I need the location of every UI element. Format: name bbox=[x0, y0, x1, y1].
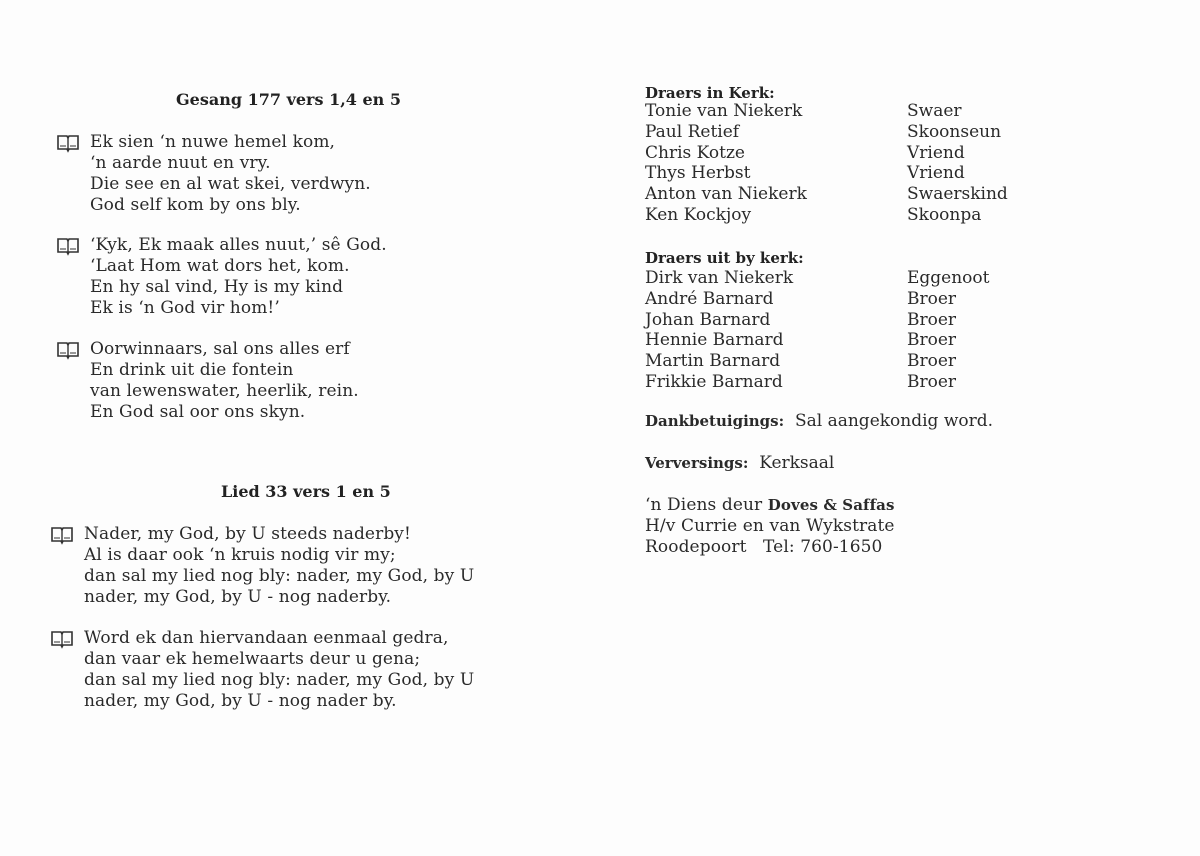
hymn-line: ‘Kyk, Ek maak alles nuut,’ sê God. bbox=[90, 235, 387, 255]
open-book-icon bbox=[56, 236, 80, 256]
thanks-label: Dankbetuigings: bbox=[645, 412, 785, 430]
bearer-relation: Swaer bbox=[907, 101, 962, 121]
bearer-row bbox=[645, 101, 1045, 122]
open-book-icon bbox=[56, 133, 80, 153]
hymn2-title: Lied 33 vers 1 en 5 bbox=[221, 482, 391, 501]
bearer-relation: Skoonseun bbox=[907, 121, 1002, 142]
undertaker-company: Doves & Saffas bbox=[767, 496, 895, 514]
bearer-name: Tonie van Niekerk bbox=[645, 101, 803, 121]
hymn-line: Word ek dan hiervandaan eenmaal gedra, bbox=[84, 628, 449, 648]
undertaker-prefix: ‘n Diens deur bbox=[645, 495, 763, 515]
bearer-name: Frikkie Barnard bbox=[645, 371, 783, 392]
bearer-row bbox=[645, 310, 1045, 331]
hymn-line: ‘n aarde nuut en vry. bbox=[90, 153, 271, 173]
undertaker-address: H/v Currie en van Wykstrate bbox=[645, 516, 895, 536]
bearer-row bbox=[645, 351, 1045, 372]
bearer-name: André Barnard bbox=[645, 288, 774, 309]
bearer-row bbox=[645, 143, 1045, 164]
hymn1-title: Gesang 177 vers 1,4 en 5 bbox=[176, 90, 401, 109]
undertaker-tel: Tel: 760-1650 bbox=[763, 537, 883, 557]
thanks-value: Sal aangekondig word. bbox=[794, 411, 994, 431]
undertaker-line bbox=[645, 495, 895, 516]
bearer-relation: Vriend bbox=[907, 142, 965, 163]
hymn-line: van lewenswater, heerlik, rein. bbox=[90, 381, 359, 401]
bearers-out-list bbox=[645, 268, 1045, 393]
undertaker-block bbox=[645, 495, 895, 558]
thanks-line bbox=[645, 411, 993, 431]
bearer-relation: Broer bbox=[907, 309, 957, 330]
hymn-line: Ek is ‘n God vir hom!’ bbox=[90, 298, 280, 318]
bearer-name: Chris Kotze bbox=[645, 142, 745, 163]
hymn-line: nader, my God, by U - nog nader by. bbox=[84, 691, 397, 711]
bearer-row bbox=[645, 268, 1045, 289]
bearers-church-list bbox=[645, 101, 1045, 226]
hymn-line: dan sal my lied nog bly: nader, my God, by U bbox=[84, 566, 475, 586]
undertaker-city: Roodepoort bbox=[645, 537, 747, 557]
bearer-name: Martin Barnard bbox=[645, 351, 781, 372]
bearer-name: Thys Herbst bbox=[645, 163, 751, 184]
hymn-line: Al is daar ook ‘n kruis nodig vir my; bbox=[84, 545, 396, 565]
hymn1-stanza-1 bbox=[56, 132, 371, 216]
hymn-line: Die see en al wat skei, verdwyn. bbox=[90, 174, 371, 194]
bearer-relation: Broer bbox=[907, 330, 957, 351]
hymn-line: dan vaar ek hemelwaarts deur u gena; bbox=[84, 649, 421, 669]
hymn-line: En God sal oor ons skyn. bbox=[90, 402, 306, 422]
hymn-line: Oorwinnaars, sal ons alles erf bbox=[90, 339, 350, 359]
bearer-name: Ken Kockjoy bbox=[645, 204, 752, 225]
bearer-name: Anton van Niekerk bbox=[645, 184, 807, 205]
refreshments-value: Kerksaal bbox=[759, 453, 835, 473]
bearer-row bbox=[645, 330, 1045, 351]
open-book-icon bbox=[56, 340, 80, 360]
bearer-row bbox=[645, 122, 1045, 143]
bearer-name: Paul Retief bbox=[645, 121, 740, 142]
bearer-relation: Broer bbox=[907, 288, 957, 309]
bearer-relation: Vriend bbox=[907, 163, 965, 184]
refreshments-line bbox=[645, 453, 834, 473]
hymn-line: En drink uit die fontein bbox=[90, 360, 294, 380]
hymn-line: nader, my God, by U - nog naderby. bbox=[84, 587, 392, 607]
hymn-line: God self kom by ons bly. bbox=[90, 195, 301, 215]
bearer-relation: Eggenoot bbox=[907, 268, 990, 288]
bearer-relation: Broer bbox=[907, 371, 957, 392]
hymn-line: dan sal my lied nog bly: nader, my God, by U bbox=[84, 670, 475, 690]
bearer-row bbox=[645, 163, 1045, 184]
refreshments-label: Verversings: bbox=[645, 454, 749, 472]
hymn-line: ‘Laat Hom wat dors het, kom. bbox=[90, 256, 350, 276]
bearer-row bbox=[645, 289, 1045, 310]
bearer-name: Hennie Barnard bbox=[645, 330, 784, 351]
bearer-row bbox=[645, 372, 1045, 393]
hymn-line: Nader, my God, by U steeds naderby! bbox=[84, 524, 411, 544]
open-book-icon bbox=[50, 525, 74, 545]
bearer-name: Johan Barnard bbox=[645, 309, 771, 330]
hymn2-stanza-1 bbox=[50, 524, 474, 608]
bearer-relation: Broer bbox=[907, 351, 957, 372]
bearer-name: Dirk van Niekerk bbox=[645, 268, 794, 288]
hymn1-stanza-3 bbox=[56, 339, 359, 423]
bearer-row bbox=[645, 184, 1045, 205]
undertaker-contact-line bbox=[645, 537, 895, 558]
hymn2-stanza-2 bbox=[50, 628, 474, 712]
open-book-icon bbox=[50, 629, 74, 649]
bearer-relation: Skoonpa bbox=[907, 204, 982, 225]
bearer-row bbox=[645, 205, 1045, 226]
bearers-out-title: Draers uit by kerk: bbox=[645, 249, 804, 267]
bearer-relation: Swaerskind bbox=[907, 184, 1008, 205]
hymn1-stanza-2 bbox=[56, 235, 387, 319]
bearers-church-title: Draers in Kerk: bbox=[645, 84, 775, 102]
hymn-line: En hy sal vind, Hy is my kind bbox=[90, 277, 344, 297]
hymn-line: Ek sien ‘n nuwe hemel kom, bbox=[90, 132, 336, 152]
